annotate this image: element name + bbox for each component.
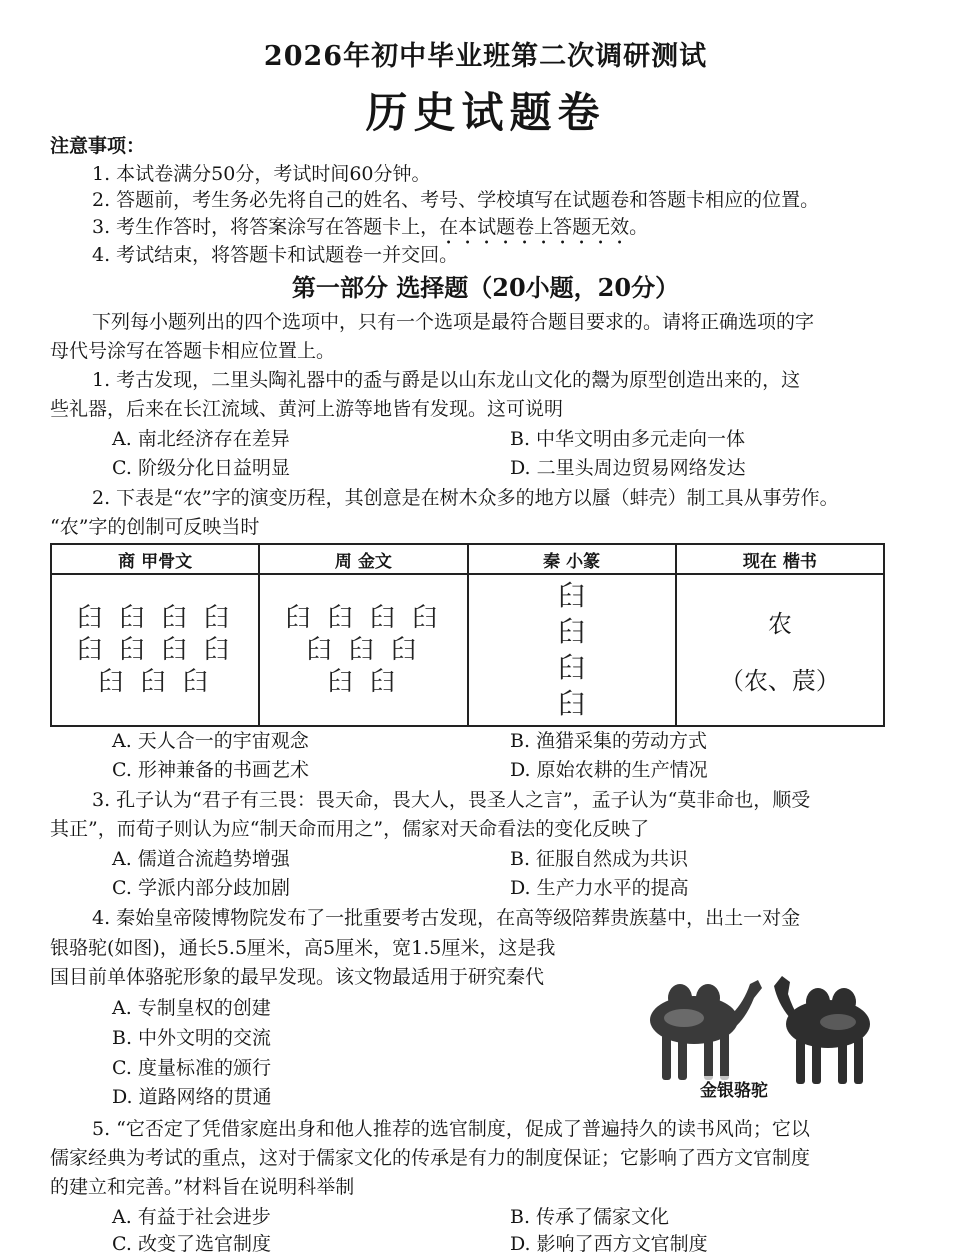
oracle-glyph-row: 𦥑 𦥑 𦥑 𦥑 (76, 603, 234, 633)
seal-glyph: 𦥑 (557, 687, 586, 720)
q2-option-d: D. 原始农耕的生产情况 (510, 759, 708, 781)
table-header-modern: 现在 楷书 (676, 544, 884, 574)
camel-right (774, 976, 870, 1084)
seal-glyph: 𦥑 (557, 651, 586, 684)
modern-character: 农 (767, 610, 792, 638)
section-title: 第一部分 选择题（20小题，20分） (291, 273, 680, 302)
q3-stem-line-1: 3. 孔子认为“君子有三畏：畏天命，畏大人，畏圣人之言”，孟子认为“莫非命也，顺受 (92, 789, 811, 811)
q5-option-b: B. 传承了儒家文化 (510, 1206, 670, 1228)
figure-caption: 金银骆驼 (700, 1076, 768, 1101)
seal-glyph: 𦥑 (557, 615, 586, 648)
camel-left (650, 980, 762, 1080)
q3-option-b: B. 征服自然成为共识 (510, 848, 689, 870)
q3-option-c: C. 学派内部分歧加剧 (112, 877, 290, 899)
section-intro-line-2: 母代号涂写在答题卡相应位置上。 (50, 340, 336, 362)
character-evolution-table (50, 543, 885, 727)
notice-item-4: 4. 考试结束，将答题卡和试题卷一并交回。 (92, 244, 459, 266)
table-header-zhou: 周 金文 (259, 544, 467, 574)
q4-option-c: C. 度量标准的颁行 (112, 1057, 271, 1079)
q4-stem-line-1: 4. 秦始皇帝陵博物院发布了一批重要考古发现，在高等级陪葬贵族墓中，出土一对金 (92, 907, 801, 929)
bronze-glyph-row: 𦥑 𦥑 𦥑 (306, 635, 421, 665)
q4-option-d: D. 道路网络的贯通 (112, 1086, 272, 1108)
notice-heading: 注意事项： (50, 135, 146, 157)
q1-stem-line-2: 些礼器，后来在长江流域、黄河上游等地皆有发现。这可说明 (50, 398, 564, 420)
table-header-shang: 商 甲骨文 (51, 544, 259, 574)
q5-option-c: C. 改变了选官制度 (112, 1233, 271, 1255)
q1-option-b: B. 中华文明由多元走向一体 (510, 428, 746, 450)
oracle-bone-cell (51, 574, 259, 726)
q2-option-c: C. 形神兼备的书画艺术 (112, 759, 309, 781)
q2-stem-line-1: 2. 下表是“农”字的演变历程，其创意是在树木众多的地方以蜃（蚌壳）制工具从事劳作。 (92, 487, 839, 509)
q5-option-d: D. 影响了西方文官制度 (510, 1233, 708, 1255)
q4-stem-line-2: 银骆驼(如图)，通长5.5厘米，高5厘米，宽1.5厘米，这是我 (50, 937, 556, 959)
q2-stem-line-2: “农”字的创制可反映当时 (50, 516, 260, 538)
bronze-glyph-row: 𦥑 𦥑 𦥑 𦥑 (284, 603, 442, 633)
notice-item-1: 1. 本试卷满分50分，考试时间60分钟。 (92, 163, 431, 185)
seal-script-cell (468, 574, 676, 726)
q2-option-b: B. 渔猎采集的劳动方式 (510, 730, 708, 752)
table-header-qin: 秦 小篆 (468, 544, 676, 574)
subject-title: 历史试题卷 (365, 88, 606, 137)
q1-option-c: C. 阶级分化日益明显 (112, 457, 290, 479)
q1-stem-line-1: 1. 考古发现，二里头陶礼器中的盉与爵是以山东龙山文化的鬶为原型创造出来的，这 (92, 369, 801, 391)
notice-item-3-text: 3. 考生作答时，将答案涂写在答题卡上， (92, 216, 440, 238)
q5-option-a: A. 有益于社会进步 (112, 1206, 271, 1228)
section-intro-line-1: 下列每小题列出的四个选项中，只有一个选项是最符合题目要求的。请将正确选项的字 (92, 311, 815, 333)
oracle-glyph-row: 𦥑 𦥑 𦥑 (97, 667, 213, 697)
oracle-glyph-row: 𦥑 𦥑 𦥑 𦥑 (76, 635, 234, 665)
exam-title: 2026年初中毕业班第二次调研测试 (263, 41, 708, 72)
q5-stem-line-1: 5. “它否定了凭借家庭出身和他人推荐的选官制度，促成了普遍持久的读书风尚；它以 (92, 1118, 810, 1140)
bronze-script-cell (259, 574, 467, 726)
regular-script-cell (676, 574, 884, 726)
q5-stem-line-3: 的建立和完善。”材料旨在说明科举制 (50, 1176, 355, 1198)
q3-option-d: D. 生产力水平的提高 (510, 877, 689, 899)
q5-stem-line-2: 儒家经典为考试的重点，这对于儒家文化的传承是有力的制度保证；它影响了西方文官制度 (50, 1147, 811, 1169)
q1-option-d: D. 二里头周边贸易网络发达 (510, 457, 746, 479)
q3-stem-line-2: 其正”，而荀子则认为应“制天命而用之”，儒家对天命看法的变化反映了 (50, 818, 650, 840)
q3-option-a: A. 儒道合流趋势增强 (112, 848, 290, 870)
q4-option-b: B. 中外文明的交流 (112, 1027, 272, 1049)
notice-item-3-emphasis: 在本试题卷上答题无效。 (439, 216, 649, 238)
q4-stem-line-3: 国目前单体骆驼形象的最早发现。该文物最适用于研究秦代 (50, 966, 545, 988)
notice-item-2: 2. 答题前，考生务必先将自己的姓名、考号、学校填写在试题卷和答题卡相应的位置。 (92, 189, 820, 211)
q1-option-a: A. 南北经济存在差异 (112, 428, 290, 450)
q4-option-a: A. 专制皇权的创建 (112, 997, 271, 1019)
bronze-glyph-row: 𦥑 𦥑 (327, 667, 400, 697)
q2-option-a: A. 天人合一的宇宙观念 (112, 730, 309, 752)
seal-glyph: 𦥑 (557, 579, 586, 612)
modern-variants: （农、莀） (719, 667, 840, 695)
